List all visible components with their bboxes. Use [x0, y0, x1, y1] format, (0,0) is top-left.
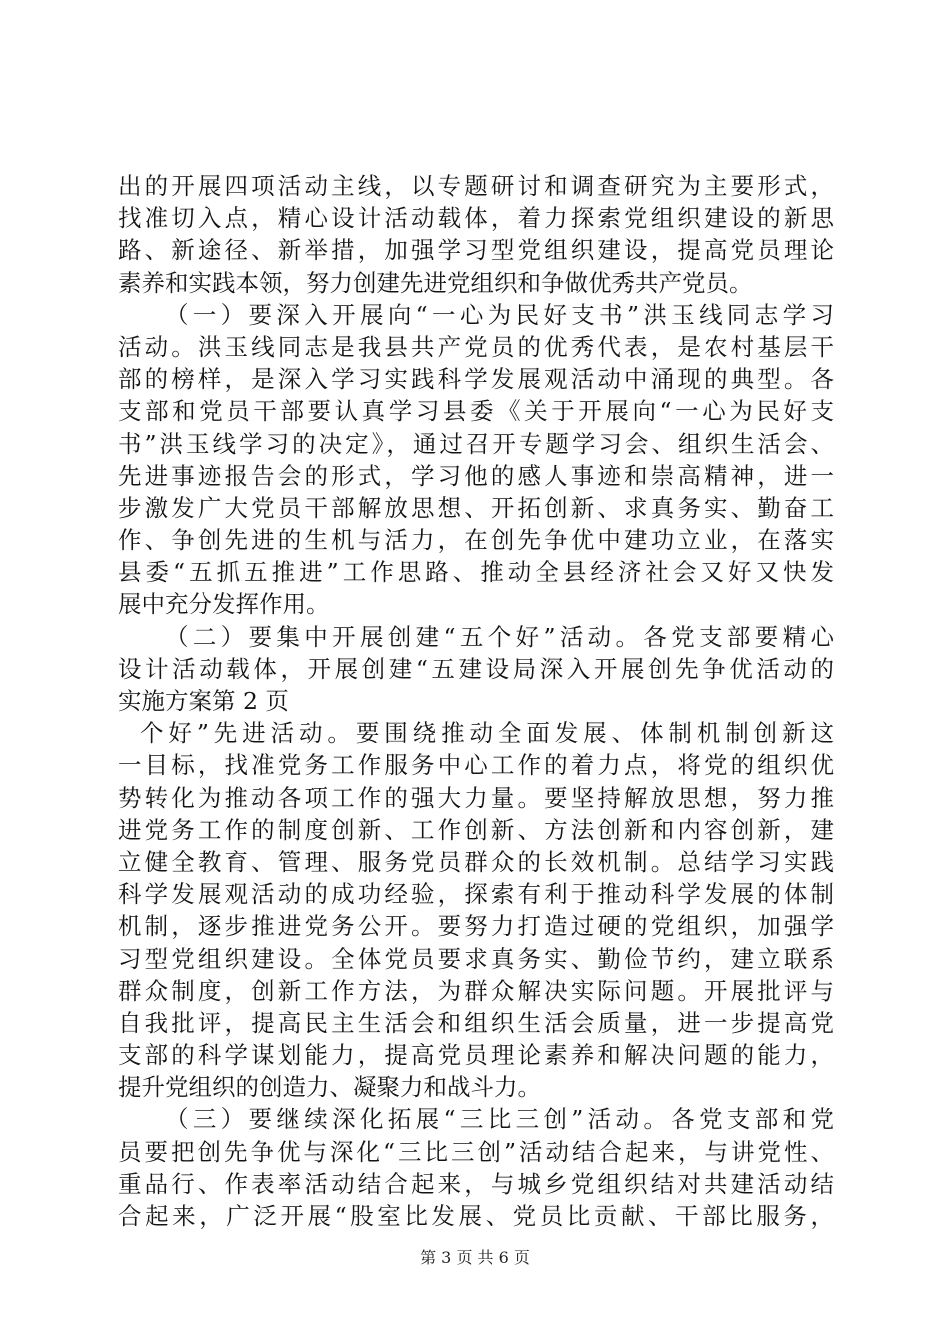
text-line: 科学发展观活动的成功经验，探索有利于推动科学发展的体制	[118, 880, 834, 909]
text-line: 自我批评，提高民主生活会和组织生活会质量，进一步提高党	[118, 1008, 834, 1037]
text-line: 机制，逐步推进党务公开。要努力打造过硬的党组织，加强学	[118, 912, 834, 941]
text-line: 一目标，找准党务工作服务中心工作的着力点，将党的组织优	[118, 751, 834, 780]
text-line: 提升党组织的创造力、凝聚力和战斗力。	[118, 1073, 541, 1102]
text-line: 实施方案第 2 页	[118, 687, 289, 715]
text-line: 找准切入点，精心设计活动载体，着力探索党组织建设的新思	[118, 204, 834, 233]
text-line: 支部的科学谋划能力，提高党员理论素养和解决问题的能力，	[118, 1041, 834, 1070]
text-line: （二）要集中开展创建“五个好”活动。各党支部要精心	[165, 622, 834, 651]
text-line: 出的开展四项活动主线，以专题研讨和调查研究为主要形式，	[118, 172, 834, 200]
text-line: 设计活动载体，开展创建“五建设局深入开展创先争优活动的	[118, 654, 834, 683]
text-line: 习型党组织建设。全体党员要求真务实、勤俭节约，建立联系	[118, 944, 834, 973]
text-line: 势转化为推动各项工作的强大力量。要坚持解放思想，努力推	[118, 783, 834, 812]
text-line: 先进事迹报告会的形式，学习他的感人事迹和崇高精神，进一	[118, 461, 834, 490]
text-line: 作、争创先进的生机与活力，在创先争优中建功立业，在落实	[118, 526, 834, 555]
text-line: 路、新途径、新举措，加强学习型党组织建设，提高党员理论	[118, 236, 834, 265]
text-line: 书”洪玉线学习的决定》，通过召开专题学习会、组织生活会、	[118, 429, 834, 458]
text-line: 群众制度，创新工作方法，为群众解决实际问题。开展批评与	[118, 976, 834, 1005]
text-line: 合起来，广泛开展“股室比发展、党员比贡献、干部比服务，	[118, 1202, 834, 1230]
text-line: （一）要深入开展向“一心为民好支书”洪玉线同志学习	[165, 300, 834, 329]
body-text	[118, 170, 834, 1232]
text-line: 县委“五抓五推进”工作思路、推动全县经济社会又好又快发	[118, 558, 834, 587]
text-line: 部的榜样，是深入学习实践科学发展观活动中涌现的典型。各	[118, 365, 834, 394]
text-line: 进党务工作的制度创新、工作创新、方法创新和内容创新，建	[118, 815, 834, 844]
text-line: 步激发广大党员干部解放思想、开拓创新、求真务实、勤奋工	[118, 493, 834, 522]
page-number-footer: 第 3 页 共 6 页	[420, 1248, 530, 1267]
text-line: 重品行、作表率活动结合起来，与城乡党组织结对共建活动结	[118, 1169, 834, 1198]
text-line: 立健全教育、管理、服务党员群众的长效机制。总结学习实践	[118, 847, 834, 876]
text-line: 个好”先进活动。要围绕推动全面发展、体制机制创新这	[140, 719, 834, 748]
text-line: 素养和实践本领，努力创建先进党组织和争做优秀共产党员。	[118, 268, 753, 297]
text-line: 展中充分发挥作用。	[118, 590, 330, 619]
text-line: 员要把创先争优与深化“三比三创”活动结合起来，与讲党性、	[118, 1137, 834, 1166]
text-line: 活动。洪玉线同志是我县共产党员的优秀代表，是农村基层干	[118, 332, 834, 361]
text-line: 支部和党员干部要认真学习县委《关于开展向“一心为民好支	[118, 397, 834, 426]
text-line: （三）要继续深化拓展“三比三创”活动。各党支部和党	[165, 1105, 834, 1134]
